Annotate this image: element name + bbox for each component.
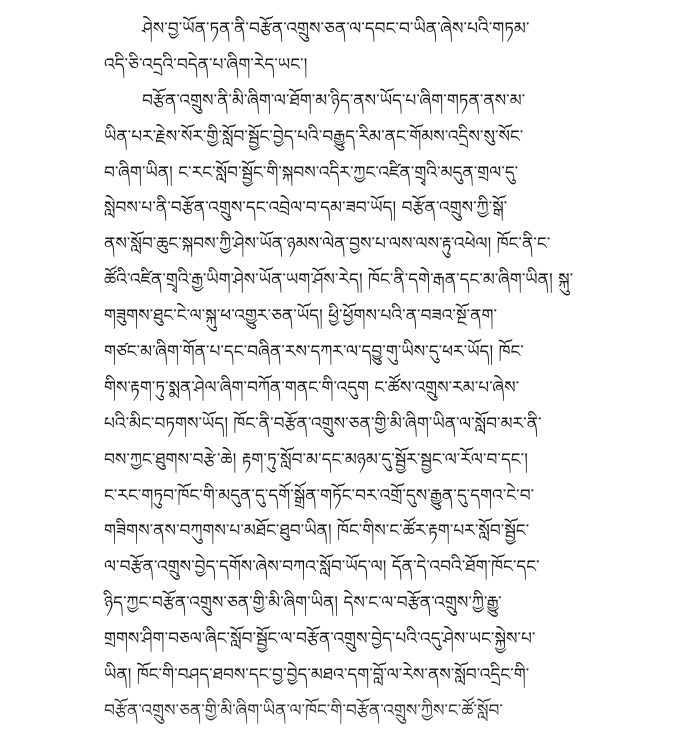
text-line: ཚོའི་འཛིན་གྲྭའི་རྒྱ་ཡིག་ཤེས་ཡོན་ཡག་ཤོས་རེད། ཁོང་ནི་དགེ་རྒན་དང་མ་ཞིག་ཡིན། སྐུ་ [104, 270, 574, 291]
text-line: ང་རང་གཏུབ་ཁོང་གི་མདུན་དུ་དགོ་སྒྲོན་གཏོང་བར་འགྲོ་དུས་རྒྱུན་དུ་དགའ་ངེ་བ་ [104, 485, 535, 506]
document-body [104, 12, 574, 730]
text-line: གཙང་མ་ཞིག་གོན་པ་དང་བཞིན་རས་དཀར་ལ་དབྱུ་གུ་ཡིས་དུ་ཕར་ཡོད། ཁོང་ [104, 342, 524, 363]
text-line: ཉིད་ཀྱང་བརྩོན་འགྲུས་ཅན་གྱི་མི་ཞིག་ཡིན། དེས་ང་ལ་བརྩོན་འགྲུས་ཀྱི་རྒྱུ་ [104, 593, 502, 614]
text-line: བརྩོན་འགྲུས་ཅན་གྱི་མི་ཞིག་ཡིན་ལ་ཁོང་གི་བརྩོན་འགྲུས་ཀྱིས་ང་ཚོ་སློབ་ [104, 700, 503, 721]
text-line: ཡིན། ཁོང་གི་བཤད་ཐབས་དང་བྱ་བྱེད་མཐའ་དག་བློ་ལ་རེས་ནས་སློབ་འདྲིང་གི་ [104, 665, 530, 686]
text-line: འདི་ཅི་འདྲའི་བདེན་པ་ཞིག་རེད་ཡང་། [104, 54, 308, 75]
text-line: གཟུགས་ཐུང་ངེ་ལ་སྐུ་ཕ་འགྱུར་ཅན་ཡོད། ཕྱི་ཕྱོགས་པའི་ན་བཟའ་སྔོ་ནག་ [104, 306, 498, 327]
text-line: སླེབས་པ་ནི་བརྩོན་འགྲུས་དང་འབྲེལ་བ་དམ་ཟབ་ཡོད། བརྩོན་འགྲུས་ཀྱི་སྒོ་ [104, 198, 508, 219]
text-line: ཤེས་བྱ་ཡོན་ཏན་ནི་བརྩོན་འགྲུས་ཅན་ལ་དབང་བ་ཡིན་ཞེས་པའི་གཏམ་ [142, 19, 530, 39]
text-line: ཡིན་པར་རྗེས་སོར་གྱི་སློབ་སྦྱོང་བྱེད་པའི་བརྒྱུད་རིམ་ནང་གོམས་འདྲིས་སུ་སོང་ [104, 126, 524, 147]
text-line: གཟིགས་ནས་བཀུགས་པ་མཐོང་ཐུབ་ཡིན། ཁོང་གིས་ང་ཚོར་རྟག་པར་སློབ་སྦྱོང་ [104, 521, 530, 542]
text-line: བརྩོན་འགྲུས་ནི་མི་ཞིག་ལ་ཐོག་མ་ཉིད་ནས་ཡོད་པ་ཞིག་གཏན་ནས་མ་ [142, 90, 526, 111]
text-line: ནས་སློབ་ཆུང་སྐབས་ཀྱི་ཤེས་ཡོན་ཉམས་ལེན་བྱས་པ་ལས་ལས་རྟུ་འཕེལ། ཁོང་ནི་ང་ [104, 234, 551, 255]
text-line: ལ་བརྩོན་འགྲུས་བྱེད་དགོས་ཞེས་བཀའ་སློབ་ཡོད་ལ། དོན་དེ་འབའི་ཐོག་ཁོང་དང་ [104, 557, 540, 578]
text-line: བས་ཀྱང་ཐུགས་བརྩེ་ཆེ། རྟག་ཏུ་སློབ་མ་དང་མཉམ་དུ་སྦྱོར་སྦྱང་ལ་རོལ་བ་དང་། [104, 449, 528, 470]
text-line: བ་ཞིག་ཡིན། ང་རང་སློབ་སྦྱོང་གི་སྐབས་འདིར་ཀྱང་འཛིན་གྲྭའི་མདུན་གྲལ་དུ་ [104, 162, 519, 183]
text-line: གིས་རྟག་ཏུ་སྨན་ཤེལ་ཞིག་བཀོན་གནང་གི་འདུག ང་ཚོས་འགྲུས་རམ་པ་ཞེས་ [104, 377, 520, 398]
text-line: གྲགས་ཤིག་བཅལ་ཞིང་སློབ་སྦྱོང་ལ་བརྩོན་འགྲུས་བྱེད་པའི་འདུ་ཤེས་ཡང་སྐྱེས་པ་ [104, 629, 536, 650]
text-line: པའི་མིང་བཏགས་ཡོད། ཁོང་ནི་བརྩོན་འགྲུས་ཅན་གྱི་མི་ཞིག་ཡིན་ལ་སློབ་མར་ནི་ [104, 413, 542, 434]
